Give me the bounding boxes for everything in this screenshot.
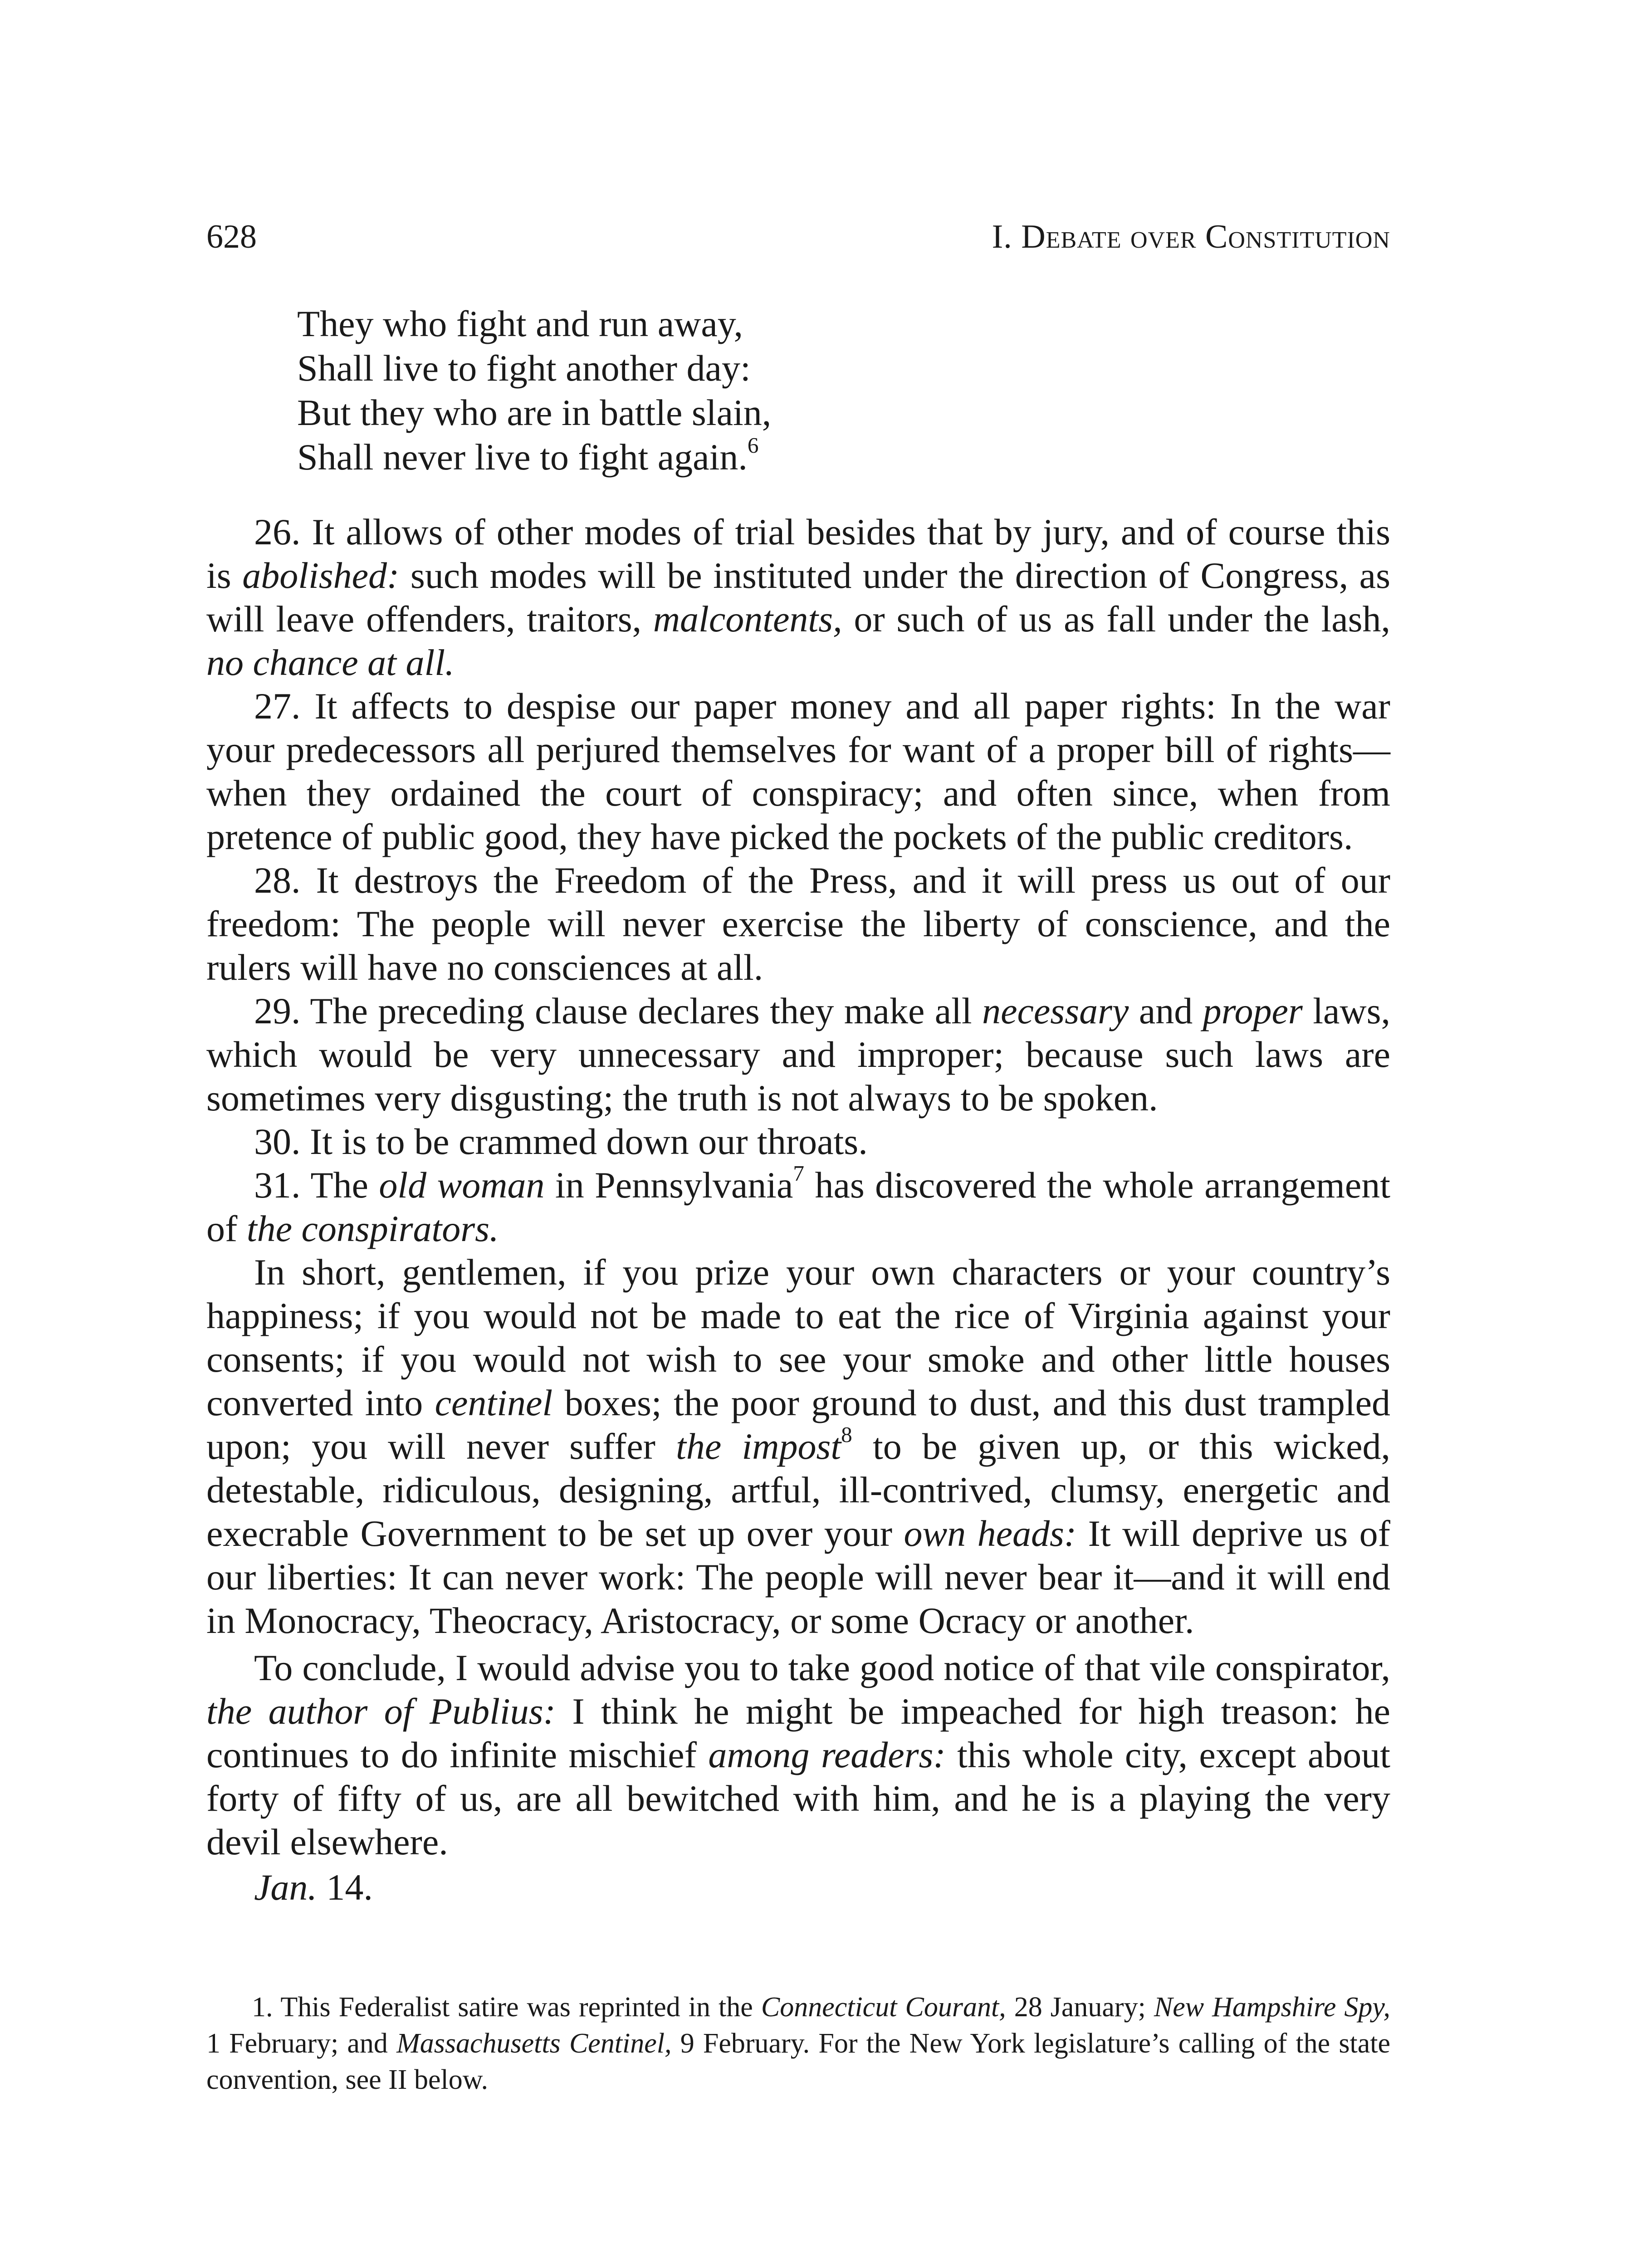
footnotes — [206, 1989, 1390, 2098]
paragraph-27: 27. It affects to despise our paper money and all paper rights: In the war your predecessors all perjured themselves for want of a proper bill of rights—when they ordained the court of conspiracy; and often since, when from pretence of public good, they have picked the pockets of the public creditors. — [206, 685, 1390, 857]
footnote-ref: 8 — [841, 1422, 852, 1447]
paragraph-30: 30. It is to be crammed down our throats. — [254, 1121, 868, 1162]
verse-line: They who fight and run away, — [297, 303, 743, 344]
paragraph-31: 31. The old woman in Pennsylvania$^7$ has discovered the whole arrangement of the conspirators. — [206, 1161, 1390, 1249]
verse-line: Shall never live to fight again.$^6$ — [297, 433, 759, 478]
paragraph-28: 28. It destroys the Freedom of the Press, and it will press us out of our freedom: The people will never exercise the liberty of conscience, and the rulers will have no consciences at all. — [206, 860, 1390, 988]
paragraph-26: 26. It allows of other modes of trial besides that by jury, and of course this is abolished: such modes will be instituted under the direction of Congress, as will leave offenders, traitors, malcontents, or such of us as fall under the lash, no chance at all. — [206, 511, 1390, 683]
footnote-1: 1. This Federalist satire was reprinted in the Connecticut Courant, 28 January; New Hampshire Spy, 1 February; and Massachusetts Centinel, 9 February. For the New York legislature’s calling of the state convention, see II below. — [206, 1992, 1390, 2095]
dateline: Jan. 14. — [254, 1867, 373, 1908]
footnote-ref: 7 — [793, 1161, 805, 1186]
running-head: I. Debate over Constitution — [992, 218, 1390, 255]
verse-line: But they who are in battle slain, — [297, 392, 772, 433]
footnote-ref: 6 — [747, 433, 759, 458]
paragraph-in-short: In short, gentlemen, if you prize your own characters or your country’s happiness; if you would not be made to eat the rice of Virginia against your consents; if you would not wish to see your smoke and other little houses converted into centinel boxes; the poor ground to dust, and this dust trampled upon; you will never suffer the impost$^8$ to be given up, or this wicked, detestable, ridiculous, designing, artful, ill-contrived, clumsy, energetic and execrable Government to be set up over your own heads: It will deprive us of our liberties: It can never work: The people will never bear it—and it will end in Monocracy, Theocracy, Aristocracy, or some Ocracy or another. — [206, 1251, 1390, 1641]
verse-line: Shall live to fight another day: — [297, 347, 751, 389]
paragraph-29: 29. The preceding clause declares they make all necessary and proper laws, which would be very unnecessary and improper; because such laws are sometimes very disgusting; the truth is not always to be spoken. — [206, 990, 1390, 1119]
body-text — [206, 510, 1390, 1909]
paragraph-to-conclude: To conclude, I would advise you to take good notice of that vile conspirator, the author of Publius: I think he might be impeached for high treason: he continues to do infinite mischief among readers: this whole city, except about forty of fifty of us, are all bewitched with him, and he is a playing the very devil elsewhere. — [206, 1647, 1390, 1862]
verse-quotation — [297, 302, 771, 479]
page-number: 628 — [206, 218, 257, 255]
page-header — [206, 218, 1390, 268]
